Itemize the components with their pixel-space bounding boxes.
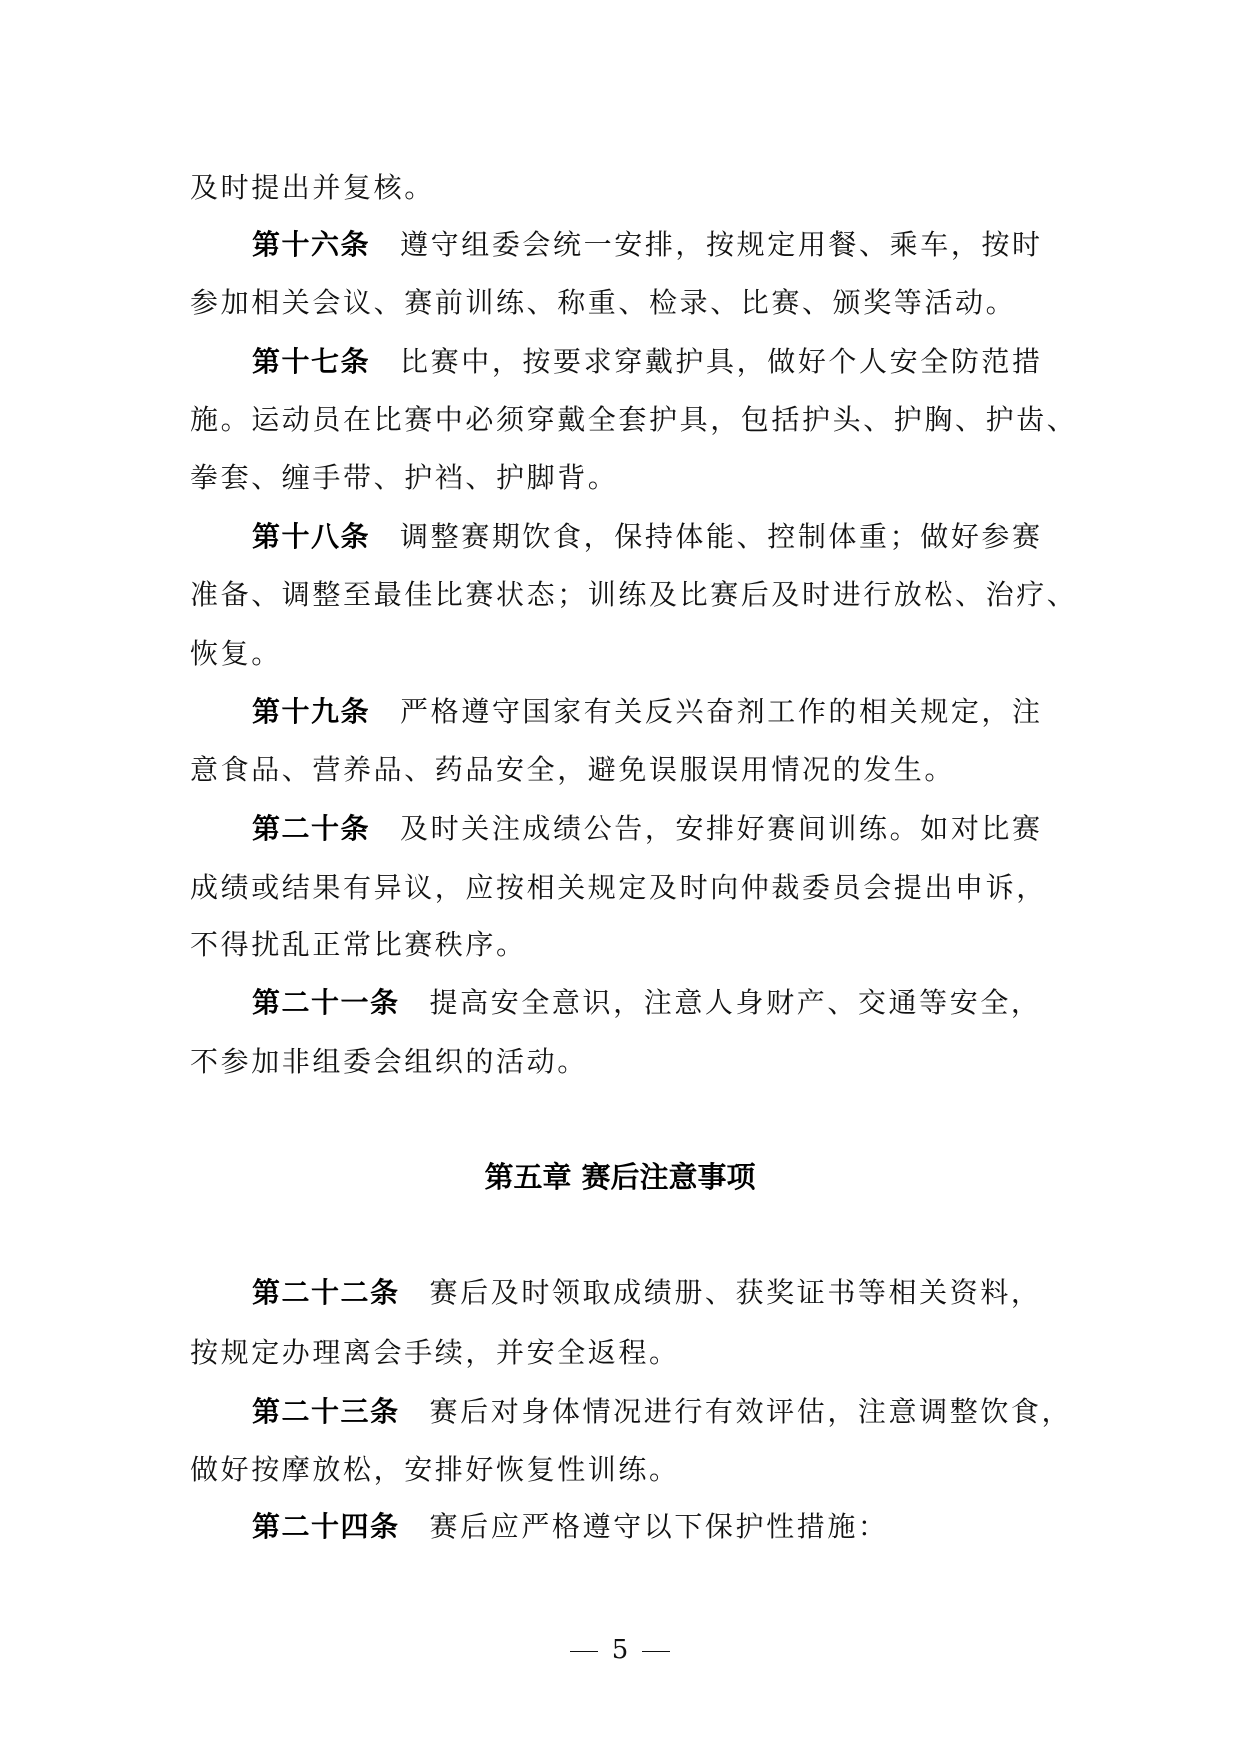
article-20 xyxy=(252,809,1043,849)
article-number: 第二十二条 xyxy=(252,1276,400,1309)
article-text: 赛后及时领取成绩册、获奖证书等相关资料， xyxy=(429,1276,1042,1309)
article-18 xyxy=(252,517,1043,557)
article-number: 第十九条 xyxy=(252,695,371,728)
text-line: 拳套、缠手带、护裆、护脚背。 xyxy=(190,461,619,494)
text-line: 不得扰乱正常比赛秩序。 xyxy=(190,928,527,961)
article-number: 第二十四条 xyxy=(252,1510,400,1543)
text-line: 成绩或结果有异议，应按相关规定及时向仲裁委员会提出申诉， xyxy=(190,871,1047,904)
article-number: 第二十三条 xyxy=(252,1395,400,1428)
text-line: 做好按摩放松，安排好恢复性训练。 xyxy=(190,1453,680,1486)
dash-left xyxy=(570,1651,598,1652)
text-line: 施。运动员在比赛中必须穿戴全套护具，包括护头、护胸、护齿、 xyxy=(190,403,1078,436)
article-number: 第二十条 xyxy=(252,812,371,845)
article-23 xyxy=(252,1392,1072,1432)
article-number: 第十六条 xyxy=(252,228,371,261)
chapter-title: 第五章 赛后注意事项 xyxy=(484,1160,756,1194)
article-24 xyxy=(252,1507,889,1547)
text-line: 恢复。 xyxy=(190,637,282,670)
article-text: 赛后应严格遵守以下保护性措施： xyxy=(429,1510,889,1543)
article-17 xyxy=(252,342,1043,382)
article-text: 赛后对身体情况进行有效评估，注意调整饮食， xyxy=(429,1395,1073,1428)
page-number-value: 5 xyxy=(611,1635,629,1665)
article-19 xyxy=(252,692,1043,732)
text-line: 不参加非组委会组织的活动。 xyxy=(190,1045,588,1078)
dash-right xyxy=(642,1651,670,1652)
article-number: 第十八条 xyxy=(252,520,371,553)
article-22 xyxy=(252,1273,1042,1313)
text-line: 准备、调整至最佳比赛状态；训练及比赛后及时进行放松、治疗、 xyxy=(190,578,1078,611)
article-16 xyxy=(252,225,1043,265)
text-line: 参加相关会议、赛前训练、称重、检录、比赛、颁奖等活动。 xyxy=(190,286,1017,319)
article-text: 比赛中，按要求穿戴护具，做好个人安全防范措 xyxy=(400,345,1043,378)
article-text: 调整赛期饮食，保持体能、控制体重；做好参赛 xyxy=(400,520,1043,553)
article-text: 及时关注成绩公告，安排好赛间训练。如对比赛 xyxy=(400,812,1043,845)
article-number: 第十七条 xyxy=(252,345,371,378)
article-number: 第二十一条 xyxy=(252,986,400,1019)
text-line: 按规定办理离会手续，并安全返程。 xyxy=(190,1336,680,1369)
article-text: 遵守组委会统一安排，按规定用餐、乘车，按时 xyxy=(400,228,1043,261)
article-text: 提高安全意识，注意人身财产、交通等安全， xyxy=(429,986,1042,1019)
text-line: 意食品、营养品、药品安全，避免误服误用情况的发生。 xyxy=(190,753,956,786)
article-text: 严格遵守国家有关反兴奋剂工作的相关规定，注 xyxy=(400,695,1043,728)
page-number xyxy=(0,1634,1240,1666)
article-21 xyxy=(252,983,1042,1023)
text-line: 及时提出并复核。 xyxy=(190,171,435,204)
